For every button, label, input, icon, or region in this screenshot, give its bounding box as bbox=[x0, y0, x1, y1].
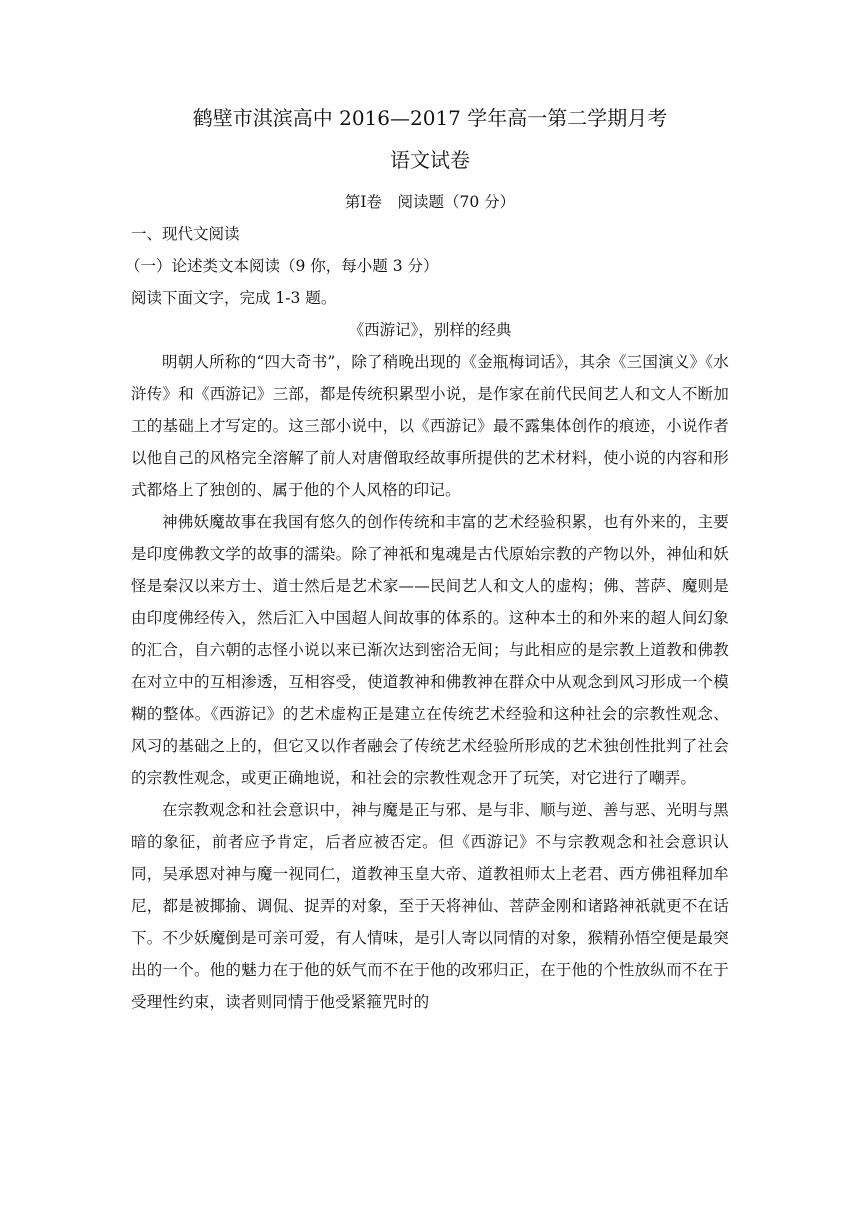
passage-paragraph: 神佛妖魔故事在我国有悠久的创作传统和丰富的艺术经验积累，也有外来的，主要是印度佛教文学的故事的濡染。除了神祇和鬼魂是古代原始宗教的产物以外，神仙和妖怪是秦汉以来方士、道士然后是艺术家——民间艺人和文人的虚构；佛、菩萨、魔则是由印度佛经传入，然后汇入中国超人间故事的体系的。这种本土的和外来的超人间幻象的汇合，自六朝的志怪小说以来已渐次达到密洽无间；与此相应的是宗教上道教和佛教在对立中的互相渗透，互相容受，使道教神和佛教神在群众中从观念到风习形成一个模糊的整体。《西游记》的艺术虚构正是建立在传统艺术经验和这种社会的宗教性观念、风习的基础之上的，但它又以作者融会了传统艺术经验所形成的艺术独创性批判了社会的宗教性观念，或更正确地说，和社会的宗教性观念开了玩笑，对它进行了嘲弄。 bbox=[131, 513, 729, 787]
part-heading: 第Ⅰ卷 阅读题（70 分） bbox=[344, 193, 516, 211]
section-subheading: （一）论述类文本阅读（9 你，每小题 3 分） bbox=[125, 257, 439, 275]
exam-title: 鹤壁市淇滨高中 2016—2017 学年高一第二学期月考 bbox=[192, 106, 668, 130]
reading-instruction: 阅读下面文字，完成 1-3 题。 bbox=[131, 289, 337, 307]
passage-title: 《西游记》，别样的经典 bbox=[348, 321, 512, 339]
exam-subtitle: 语文试卷 bbox=[390, 148, 470, 172]
passage-paragraph: 在宗教观念和社会意识中，神与魔是正与邪、是与非、顺与逆、善与恶、光明与黑暗的象征，前者应予肯定，后者应被否定。但《西游记》不与宗教观念和社会意识认同，吴承恩对神与魔一视同仁，道教神玉皇大帝、道教祖师太上老君、西方佛祖释加牟尼，都是被揶揄、调侃、捉弄的对象，至于天将神仙、菩萨金刚和诸路神祇就更不在话下。不少妖魔倒是可亲可爱，有人情味，是引人寄以同情的对象，猴精孙悟空便是最突出的一个。他的魅力在于他的妖气而不在于他的改邪归正，在于他的个性放纵而不在于受理性约束，读者则同情于他受紧箍咒时的 bbox=[131, 801, 729, 1011]
section-heading: 一、现代文阅读 bbox=[131, 225, 240, 243]
exam-page bbox=[125, 100, 729, 1018]
passage-paragraph: 明朝人所称的“四大奇书”，除了稍晚出现的《金瓶梅词话》，其余《三国演义》《水浒传》和《西游记》三部，都是传统积累型小说，是作家在前代民间艺人和文人不断加工的基础上才写定的。这三部小说中，以《西游记》最不露集体创作的痕迹，小说作者以他自己的风格完全溶解了前人对唐僧取经故事所提供的艺术材料，使小说的内容和形式都烙上了独创的、属于他的个人风格的印记。 bbox=[131, 353, 729, 499]
